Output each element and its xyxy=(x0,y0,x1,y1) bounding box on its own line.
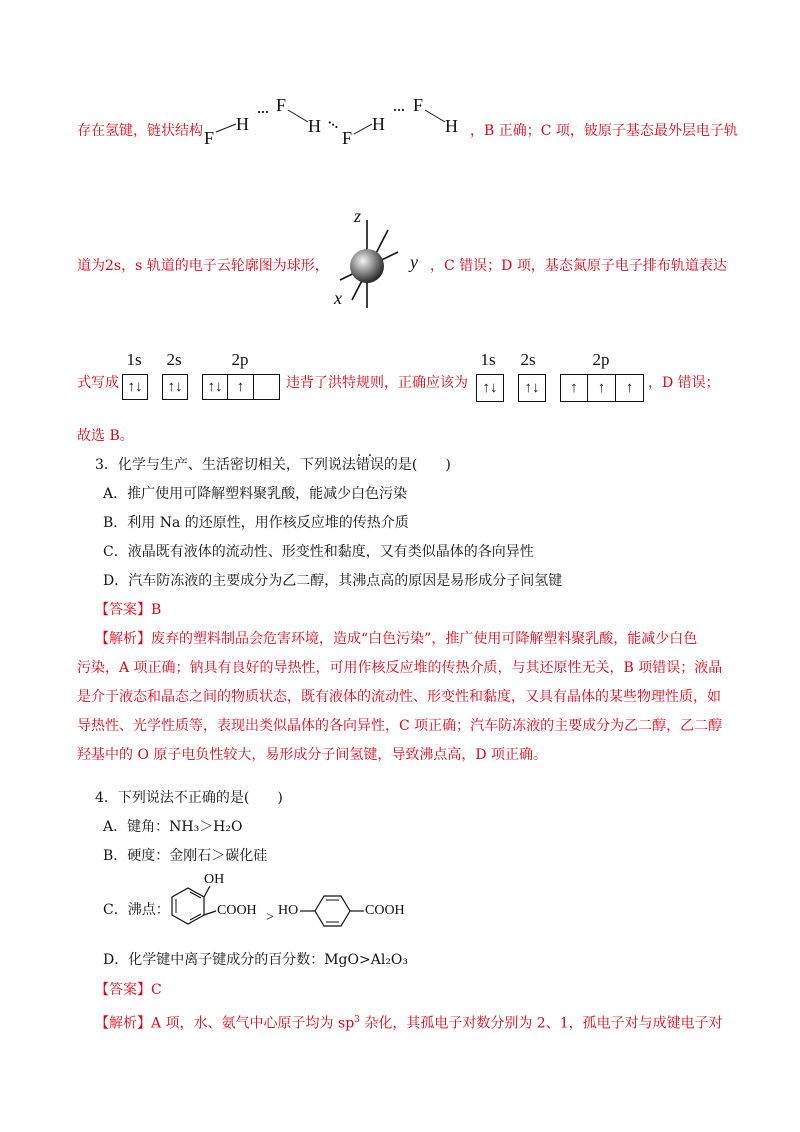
q2-conclusion: 故选 B。 xyxy=(77,428,134,444)
q3-answer: 【答案】B xyxy=(95,602,162,618)
q4-option-a: A．键角：NH₃＞H₂O xyxy=(103,819,243,835)
atom-h: H xyxy=(372,114,385,134)
orbital-2p-box: ↑↓ xyxy=(202,374,228,400)
benzene-ring-icon xyxy=(160,870,440,930)
label-1s: 1s xyxy=(480,350,496,369)
orbital-1s-box: ↑↓ xyxy=(476,374,504,402)
hbond-dots: ··· xyxy=(392,100,404,120)
label-2p: 2p xyxy=(592,350,610,369)
analysis-line: 是介于液态和晶态之间的物质状态，既有液体的流动性、形变性和黏度，又具有晶体的某些物理性质，如 xyxy=(77,689,721,705)
q4-answer: 【答案】C xyxy=(95,982,162,998)
analysis-line: 羟基中的 O 原子电负性较大，易形成分子间氢键，导致沸点高，D 项正确。 xyxy=(77,747,548,763)
axis-z-label: z xyxy=(354,206,362,226)
q4-analysis-pre: 【解析】A 项，水、氨气中心原子均为 sp xyxy=(95,1015,355,1032)
q3-stem-post: 的是( ) xyxy=(383,457,451,473)
q3-stem-emphasis: · · 错误 xyxy=(356,457,384,473)
atom-f: F xyxy=(204,128,215,148)
atom-f: F xyxy=(413,95,424,115)
ho-group-label: HO xyxy=(278,903,299,918)
hbond-suffix: ，B 正确；C 项，铍原子基态最外层电子轨 xyxy=(470,123,738,139)
orbital-2p-box: ↑ xyxy=(560,374,588,402)
cooh-group-label: COOH xyxy=(365,903,405,918)
config-suffix: ，D 错误； xyxy=(648,375,720,391)
orbital-2p-box: ↑ xyxy=(228,374,254,400)
analysis-line: 导热性、光学性质等，表现出类似晶体的各向异性，C 项正确；汽车防冻液的主要成分为乙二醇，乙二醇 xyxy=(77,718,723,734)
q4-analysis xyxy=(95,1010,723,1034)
orbital-2s-box: ↑↓ xyxy=(518,374,546,402)
q3-analysis xyxy=(77,625,737,770)
orbital-2p-box: ↑ xyxy=(616,374,644,402)
q3-option-b: B．利用 Na 的还原性，用作核反应堆的传热介质 xyxy=(103,515,409,531)
atom-f: F xyxy=(342,128,353,148)
q4-option-d: D．化学键中离子键成分的百分数：MgO>Al₂O₃ xyxy=(103,952,409,968)
label-1s: 1s xyxy=(126,350,142,369)
greater-than-sign: > xyxy=(266,910,274,925)
hbond-dots: ··· xyxy=(256,102,268,122)
orbital-prefix: 道为2s，s 轨道的电子云轮廓图为球形， xyxy=(77,258,329,274)
correct-orbital-diagram xyxy=(474,350,654,406)
wrong-orbital-diagram xyxy=(120,350,285,406)
q3-option-a: A．推广使用可降解塑料聚乳酸，能减少白色污染 xyxy=(103,486,408,502)
hf-chain-diagram xyxy=(200,92,470,152)
analysis-line: 【解析】废弃的塑料制品会危害环境，造成“白色污染”，推广使用可降解塑料聚乳酸，能减少白色 xyxy=(95,631,698,647)
label-2s: 2s xyxy=(166,350,182,369)
bond-lines xyxy=(200,92,470,152)
q3-option-c: C．液晶既有液体的流动性、形变性和黏度，又有类似晶体的各向异性 xyxy=(103,544,534,560)
orbital-1s-box: ↑↓ xyxy=(122,374,148,400)
atom-h: H xyxy=(236,114,249,134)
atom-h: H xyxy=(445,116,458,136)
config-prefix: 式写成 xyxy=(77,375,119,391)
orbital-2p-box: ↑ xyxy=(588,374,616,402)
q4-molecules-diagram xyxy=(160,870,440,930)
orbital-suffix: ，C 错误；D 项，基态氮原子电子排布轨道表达 xyxy=(430,258,727,274)
q3-option-d: D．汽车防冻液的主要成分为乙二醇，其沸点高的原因是易形成分子间氢键 xyxy=(103,573,563,589)
cooh-group-label: COOH xyxy=(217,903,257,918)
q4-analysis-post: 杂化，其孤电子对数分别为 2、1，孤电子对与成键电子对 xyxy=(359,1015,723,1032)
q4-option-b: B．硬度：金刚石＞碳化硅 xyxy=(103,848,268,864)
orbital-2s-box: ↑↓ xyxy=(162,374,188,400)
axis-y-label: y xyxy=(410,252,418,272)
hbond-dots: ··· xyxy=(321,112,343,136)
q3-stem-pre: 3．化学与生产、生活密切相关，下列说法 xyxy=(95,457,356,473)
analysis-line: 污染，A 项正确；钠具有良好的导热性，可用作核反应堆的传热介质，与其还原性无关，B 项错误；液晶 xyxy=(77,660,723,676)
axis-x-label: x xyxy=(334,288,342,308)
atom-h: H xyxy=(308,116,321,136)
q4-option-c-label: C．沸点： xyxy=(103,902,170,918)
label-2s: 2s xyxy=(520,350,536,369)
orbital-2p-group xyxy=(202,374,280,400)
config-middle: 违背了洪特规则，正确应该为 xyxy=(286,375,468,391)
atom-f: F xyxy=(276,95,287,115)
hbond-prefix: 存在氢键，链状结构 xyxy=(77,123,203,139)
q3-stem xyxy=(95,455,451,475)
q4-stem: 4．下列说法不正确的是( ) xyxy=(95,790,283,806)
q4-analysis-superscript: 3 xyxy=(354,1015,360,1025)
orbital-2p-group xyxy=(560,374,644,402)
s-orbital-diagram xyxy=(320,208,430,308)
label-2p: 2p xyxy=(231,350,249,369)
oh-group-label: OH xyxy=(204,872,225,887)
orbital-2p-box xyxy=(254,374,280,400)
